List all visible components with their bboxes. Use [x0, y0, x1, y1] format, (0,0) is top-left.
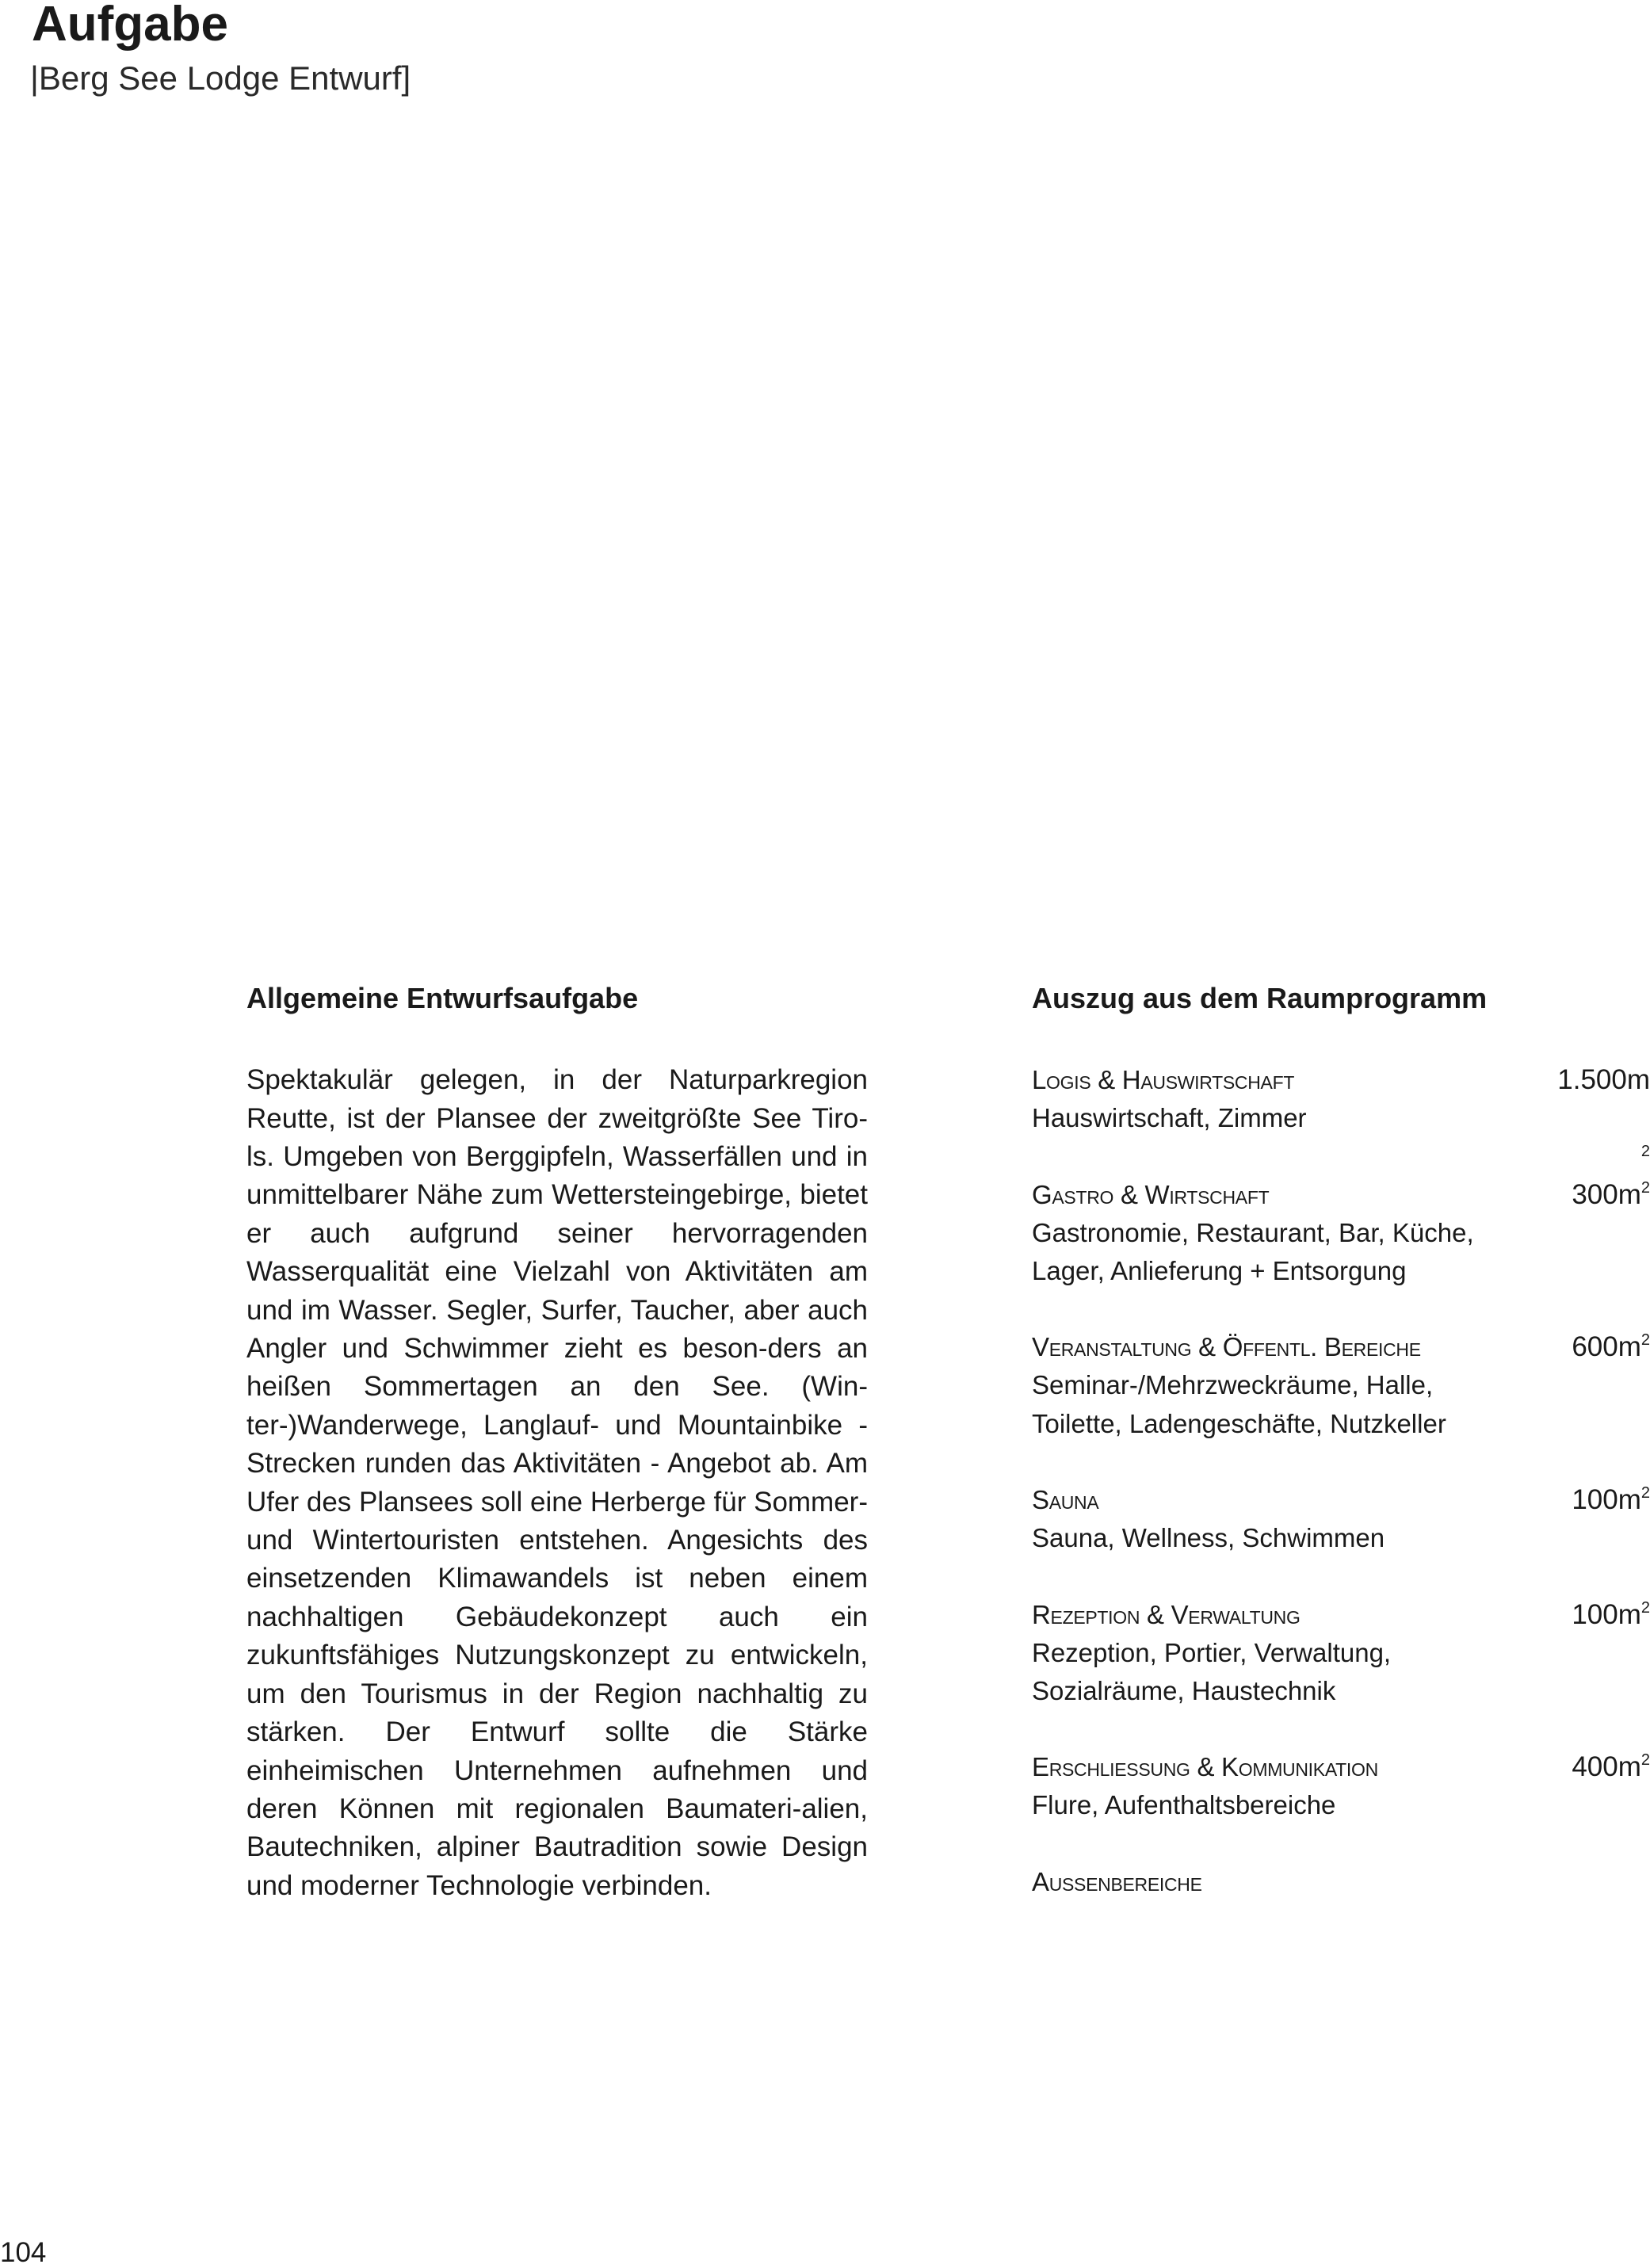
program-item-description: Lager, Anlieferung + Entsorgung	[1032, 1256, 1407, 1285]
program-item-description: Sauna, Wellness, Schwimmen	[1032, 1523, 1385, 1553]
program-item-area: 1.500m	[1557, 1064, 1650, 1096]
program-item-gastro	[1032, 1176, 1650, 1291]
room-program-heading: Auszug aus dem Raumprogramm	[1032, 982, 1488, 1014]
general-design-task-text: Spektakulär gelegen, in der Naturparkregion Reutte, ist der Plansee der zweitgrößte See Tiro-ls. Umgeben von Berggipfeln, Wasserfällen und in unmittelbarer Nähe zum Wettersteingebirge, bietet er auch aufgrund seiner hervorragenden Wasserqualität eine Vielzahl von Aktivitäten am und im Wasser. Segler, Surfer, Taucher, aber auch Angler und Schwimmer zieht es beson-ders an heißen Sommertagen an den See. (Win-ter-)Wanderwege, Langlauf- und Mountainbike - Strecken runden das Aktivitäten - Angebot ab. Am Ufer des Plansees soll eine Herberge für Sommer- und Wintertouristen entstehen. Angesichts des einsetzenden Klimawandels ist neben einem nachhaltigen Gebäudekonzept auch ein zukunftsfähiges Nutzungskonzept zu entwickeln, um den Tourismus in der Region nachhaltig zu stärken. Der Entwurf sollte die Stärke einheimischen Unternehmen aufnehmen und deren Können mit regionalen Baumateri-alien, Bautechniken, alpiner Bautradition sowie Design und moderner Technologie verbinden.	[246, 1064, 868, 1901]
page-subtitle: |Berg See Lodge Entwurf]	[30, 59, 411, 97]
program-item-description: Seminar-/Mehrzweckräume, Halle,	[1032, 1370, 1434, 1400]
general-design-task-section	[246, 981, 868, 1933]
program-item-description: Hauswirtschaft, Zimmer	[1032, 1103, 1307, 1133]
page-number: 104	[0, 2237, 47, 2268]
program-item-logis	[1032, 1061, 1650, 1161]
program-item-area: $300m^2$	[1572, 1178, 1650, 1210]
program-item-title: Aussenbereiche	[1032, 1866, 1202, 1896]
program-item-erschliessung	[1032, 1748, 1650, 1824]
general-design-task-heading: Allgemeine Entwurfsaufgabe	[246, 982, 639, 1014]
program-item-aussenbereiche	[1032, 1863, 1650, 1901]
program-item-veranstaltung	[1032, 1328, 1650, 1443]
program-item-sauna	[1032, 1481, 1650, 1557]
program-item-title: Sauna	[1032, 1485, 1099, 1515]
program-item-title: Veranstaltung & Öffentl. Bereiche	[1032, 1332, 1421, 1362]
program-item-description: Toilette, Ladengeschäfte, Nutzkeller	[1032, 1408, 1446, 1438]
area-superscript: 2	[1640, 1143, 1650, 1161]
program-item-description: Flure, Aufenthaltsbereiche	[1032, 1790, 1336, 1820]
program-item-area: $100m^2$	[1572, 1598, 1650, 1630]
program-item-title: Erschliessung & Kommunikation	[1032, 1752, 1378, 1782]
program-item-area: $400m^2$	[1572, 1751, 1650, 1783]
program-item-title: Logis & Hauswirtschaft	[1032, 1065, 1295, 1095]
program-item-title: Gastro & Wirtschaft	[1032, 1179, 1270, 1209]
page-title: Aufgabe	[32, 0, 228, 52]
program-item-area: $100m^2$	[1572, 1484, 1650, 1516]
program-item-rezeption	[1032, 1596, 1650, 1711]
program-item-area: $600m^2$	[1572, 1331, 1650, 1363]
program-item-description: Rezeption, Portier, Verwaltung,	[1032, 1637, 1392, 1667]
program-item-title: Rezeption & Verwaltung	[1032, 1599, 1301, 1629]
room-program-section	[1032, 981, 1650, 1939]
program-item-description: Gastronomie, Restaurant, Bar, Küche,	[1032, 1217, 1474, 1247]
room-program-list	[1032, 1061, 1650, 1901]
program-item-description: Sozialräume, Haustechnik	[1032, 1676, 1336, 1706]
